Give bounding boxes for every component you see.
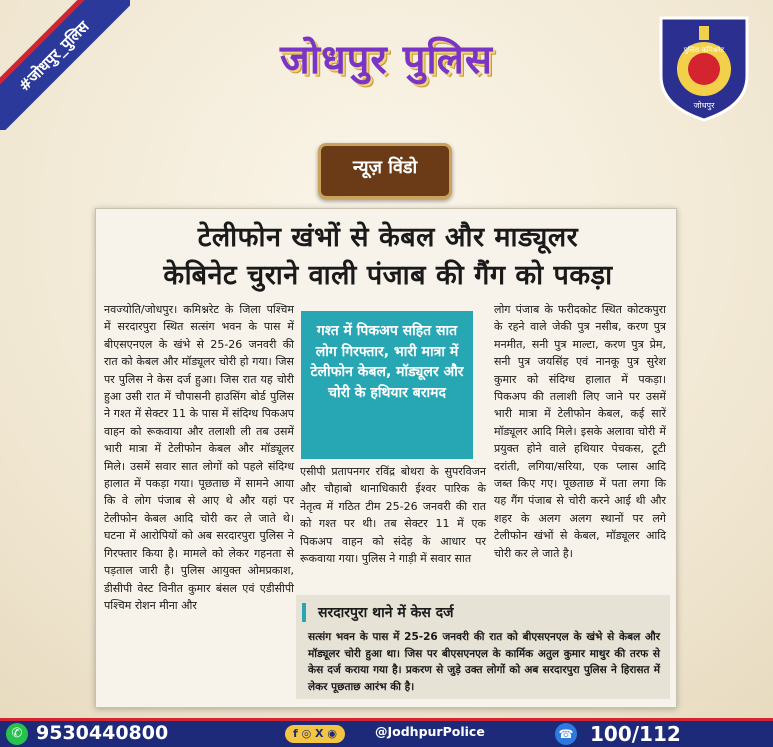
page-title: जोधपुर पुलिस — [280, 37, 493, 83]
sub-story-box — [296, 595, 670, 699]
highlight-callout: गश्त में पिकअप सहित सात लोग गिरफ्तार, भारी मात्रा में टेलीफोन केबल, मॉड्यूलर और चोरी के हथियार बरामद — [301, 311, 473, 459]
police-emblem-icon — [655, 14, 753, 124]
corner-ribbon-text: #जोधपुर_पुलिस — [0, 0, 130, 130]
emblem-bottom-text: जोधपुर — [693, 101, 715, 110]
column-3-text: लोग पंजाब के फरीदकोट स्थित कोटकपुरा के रहने वाले जेकी पुत्र नसीब, करण पुत्र मनमीत, सनी पुत्र माल्टा, करण पुत्र प्रेम, सनी पुत्र जयसिंह एवं नानकू पुत्र सुरेश कुमार को संदिग्ध हालात में पकड़ा। पिकअप की तलाशी लिए जाने पर उसमें भारी मात्रा में टेलीफोन केबल, कई सारें मॉड्यूलर आदि मिले। इसके अलावा चोरी में प्रयुक्त होने वाले हथियार पेचकस, टूटी दरांती, लगिया/सरिया, एक प्लास आदि जब्त किए गए। पूछताछ में पता लगा कि यह गैंग पंजाब से चोरी करने आई थी और शहर के अलग अलग स्थानों पर लगे टेलीफोन खंभों से केबल, मॉड्यूलर आदि चोरी कर ले जाते है। — [494, 303, 666, 560]
social-media-icons[interactable]: f ◎ X ◉ — [285, 725, 345, 743]
headline-line-1: टेलीफोन खंभों से केबल और माड्यूलर — [197, 222, 579, 253]
article-column-3 — [494, 301, 666, 562]
social-handle[interactable]: @JodhpurPolice — [375, 724, 485, 739]
whatsapp-number[interactable]: 9530440800 — [36, 722, 169, 744]
headline-line-2: केबिनेट चुराने वाली पंजाब की गैंग को पकड़ा — [163, 260, 613, 291]
article-headline — [110, 219, 666, 295]
phone-call-icon[interactable]: ☎ — [555, 723, 577, 745]
newspaper-clipping — [95, 208, 677, 708]
news-window-badge: न्यूज़ विंडो — [318, 143, 452, 199]
sub-story-heading: सरदारपुरा थाने में केस दर्ज — [302, 603, 454, 622]
article-column-1 — [104, 301, 294, 614]
column-1-text: नवज्योति/जोधपुर। कमिश्नरेट के जिला पश्चिम में सरदारपुरा स्थित सत्संग भवन के पास में बीएसएनएल के खंभे से 25-26 जनवरी की रात को केबल और मॉड्यूलर चोरी हो गया। जिस पर पुलिस ने केस दर्ज हुआ। जिस रात यह चोरी हुआ उसी रात में चौपासनी हाउसिंग बोर्ड पुलिस ने गश्त में सेक्टर 11 के पास में संदिग्ध पिकअप वाहन को रूकवाया और तलाशी ली तब उसमें भारी मात्रा में टेलीफोन केबल और मॉड्यूलर मिले। उसमें सवार सात लोगों को पहले संदिग्ध हालात में पकड़ा गया। पूछताछ में सामने आया कि वे लोग पंजाब से आए थे और यहां पर टेलीफोन केबल आदि चोरी कर ले जाते थे। घटना में आरोपियों को अब सरदारपुरा पुलिस ने गिरफ्तार किया है। मामले को लेकर गहनता से पड़ताल जारी है। पुलिस आयुक्त ओमप्रकाश, डीसीपी वेस्ट विनीत कुमार बंसल एवं एडीसीपी पश्चिम रोशन मीना और — [104, 303, 294, 612]
sub-story-text: सत्संग भवन के पास में 25-26 जनवरी की रात को बीएसएनएल के खंभे से केबल और मॉड्यूलर चोरी हुआ था। जिस पर बीएसएनएल के कार्मिक अतुल कुमार माथुर की तरफ से केस दर्ज कराया गया है। प्रकरण से जुड़े उक्त लोगों को अब सरदारपुरा पुलिस ने हिरासत में लेकर पूछताछ आरंभ की है। — [308, 631, 660, 693]
emblem-top-text: पुलिस कमिश्नरेट — [683, 46, 725, 54]
column-2-text: एसीपी प्रतापनगर रविंद्र बोथरा के सुपरविजन और चौहाबो थानाधिकारी ईश्वर पारिक के नेतृत्व में गठित टीम 25-26 जनवरी की रात को गश्त पर थी। तब सेक्टर 11 में एक पिकअप वाहन को संदेह के आधार पर रूकवाया गया। पुलिस ने गाड़ी में सवार सात — [300, 465, 486, 566]
whatsapp-icon[interactable]: ✆ — [6, 723, 28, 745]
footer-bar — [0, 718, 773, 747]
helpline-number[interactable]: 100/112 — [590, 722, 681, 746]
article-column-2 — [300, 463, 486, 567]
